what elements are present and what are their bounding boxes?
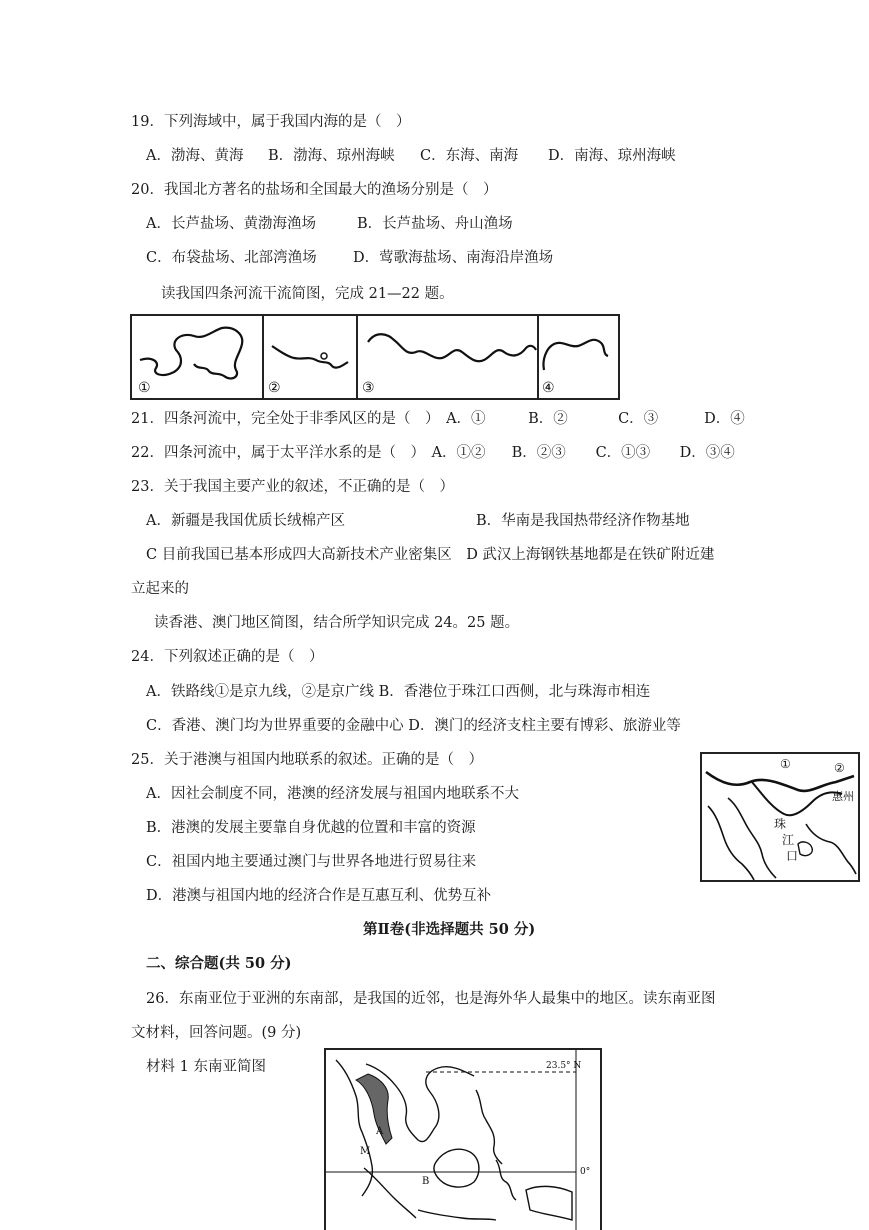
- q21-option-c: C．③: [618, 411, 659, 427]
- rivers-figure-svg: [132, 316, 618, 398]
- q19-stem: 19．下列海域中，属于我国内海的是（ ）: [131, 114, 411, 130]
- java: [418, 1210, 496, 1220]
- q26-material1-label: 材料 1 东南亚简图: [146, 1059, 266, 1075]
- label-equator: 0°: [580, 1167, 591, 1177]
- new-guinea: [526, 1186, 572, 1220]
- q21-option-d: D．④: [704, 411, 745, 427]
- q22-option-a: A．①②: [431, 445, 486, 461]
- q25-option-b: B．港澳的发展主要靠自身优越的位置和丰富的资源: [146, 820, 476, 836]
- q26-line1: 26．东南亚位于亚洲的东南部，是我国的近邻，也是海外华人最集中的地区。读东南亚图: [146, 991, 716, 1007]
- river-label-4: ④: [542, 380, 555, 396]
- sulawesi: [496, 1160, 516, 1200]
- q20-stem: 20．我国北方著名的盐场和全国最大的渔场分别是（ ）: [131, 182, 498, 198]
- label-m: M: [360, 1146, 371, 1157]
- q24-stem: 24．下列叙述正确的是（ ）: [131, 649, 324, 665]
- q20-options-row1: [146, 215, 513, 233]
- q24-options-row1: A．铁路线①是京九线，②是京广线 B．香港位于珠江口西侧，北与珠海市相连: [146, 684, 651, 700]
- q21-stem: 21．四条河流中，完全处于非季风区的是（ ）: [131, 411, 440, 427]
- q22-option-d: D．③④: [679, 445, 735, 461]
- q20-option-a: A．长芦盐场、黄渤海渔场: [146, 216, 316, 232]
- q25-stem: 25．关于港澳与祖国内地联系的叙述。正确的是（ ）: [131, 752, 483, 768]
- coastline-east: [806, 824, 856, 874]
- rivers-figure: [130, 314, 620, 400]
- river-2-path: [272, 346, 348, 368]
- river-label-3: ③: [362, 380, 375, 396]
- q21-option-b: B．②: [528, 411, 568, 427]
- q20-options-row2: [146, 249, 553, 267]
- q25-option-a: A．因社会制度不同，港澳的经济发展与祖国内地联系不大: [146, 786, 519, 802]
- q19-option-d: D．南海、琼州海峡: [548, 148, 676, 164]
- q21: [131, 410, 745, 428]
- section2-title: 第Ⅱ卷(非选择题共 50 分): [363, 921, 536, 938]
- railway-line-1: [706, 772, 854, 791]
- q23-option-a: A．新疆是我国优质长绒棉产区: [146, 513, 345, 529]
- hk-map-label-kou: 口: [786, 849, 799, 863]
- river-label-1: ①: [138, 380, 151, 396]
- river-3-path: [368, 334, 536, 361]
- coastline-west: [708, 806, 754, 880]
- part2-heading: 二、综合题(共 50 分): [146, 955, 292, 972]
- hk-map-label-jiang: 江: [782, 833, 795, 847]
- label-tropic: 23.5° N: [546, 1061, 582, 1071]
- indochina-shading: [356, 1074, 392, 1144]
- q23-options-ab: [146, 512, 690, 530]
- q19-option-b: B．渤海、琼州海峡: [268, 148, 395, 164]
- label-b: B: [422, 1176, 430, 1187]
- q20-option-b: B．长芦盐场、舟山渔场: [357, 216, 513, 232]
- q20-option-d: D．莺歌海盐场、南海沿岸渔场: [353, 250, 554, 266]
- q25-option-d: D．港澳与祖国内地的经济合作是互惠互利、优势互补: [146, 888, 492, 904]
- q20-option-c: C．布袋盐场、北部湾渔场: [146, 250, 317, 266]
- pearl-river-estuary: [728, 798, 776, 878]
- southeast-asia-map-svg: [326, 1050, 600, 1230]
- philippines: [476, 1090, 502, 1164]
- q19-option-c: C．东海、南海: [420, 148, 519, 164]
- q22: [131, 444, 735, 462]
- river-4-path: [543, 340, 608, 370]
- railway-line-2: [752, 782, 842, 815]
- hk-map-label-2: ②: [834, 761, 845, 775]
- q23-option-cd-cont: 立起来的: [131, 581, 189, 597]
- q21-option-a: A．①: [446, 411, 486, 427]
- borneo: [434, 1149, 479, 1187]
- hk-map-label-zhu: 珠: [774, 817, 787, 831]
- q24-options-row2: C．香港、澳门均为世界重要的金融中心 D．澳门的经济支柱主要有博彩、旅游业等: [146, 718, 681, 734]
- q19-options: [146, 147, 676, 165]
- hk-map-label-1: ①: [780, 757, 791, 771]
- sumatra: [364, 1168, 416, 1218]
- hk-macau-map-svg: [702, 754, 858, 880]
- southeast-asia-map: [324, 1048, 602, 1230]
- river-label-2: ②: [268, 380, 281, 396]
- intro-24-25: 读香港、澳门地区简图，结合所学知识完成 24。25 题。: [154, 615, 520, 631]
- q22-option-c: C．①③: [595, 445, 651, 461]
- q22-stem: 22．四条河流中，属于太平洋水系的是（ ）: [131, 445, 425, 461]
- q26-line2: 文材料，回答问题。(9 分): [131, 1025, 302, 1041]
- q22-option-b: B．②③: [511, 445, 566, 461]
- hk-map-label-huizhou: 惠州: [832, 790, 854, 803]
- q23-stem: 23．关于我国主要产业的叙述，不正确的是（ ）: [131, 479, 454, 495]
- q23-option-cd: C 目前我国已基本形成四大高新技术产业密集区 D 武汉上海钢铁基地都是在铁矿附近建: [146, 547, 715, 563]
- label-a: A: [376, 1126, 384, 1137]
- q19-option-a: A．渤海、黄海: [146, 148, 244, 164]
- hk-macau-map: [700, 752, 860, 882]
- q25-option-c: C．祖国内地主要通过澳门与世界各地进行贸易往来: [146, 854, 477, 870]
- river-1-path: [140, 328, 242, 379]
- intro-21-22: 读我国四条河流干流简图，完成 21—22 题。: [161, 286, 454, 302]
- q23-option-b: B．华南是我国热带经济作物基地: [476, 513, 690, 529]
- island-shape: [798, 842, 812, 856]
